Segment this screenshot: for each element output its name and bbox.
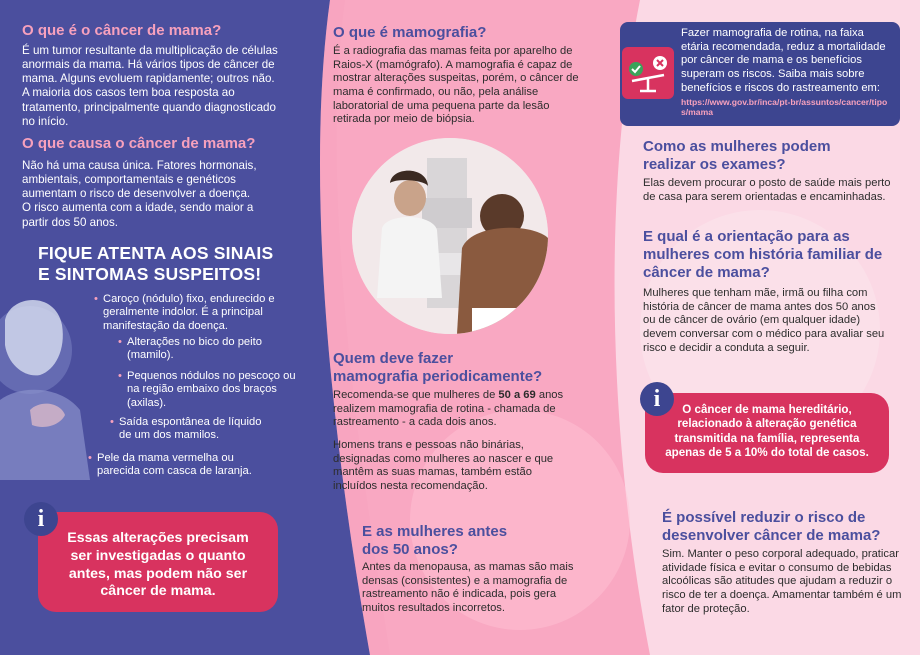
inca-link[interactable]: https://www.gov.br/inca/pt-br/assuntos/cancer/tipos/mama bbox=[681, 97, 888, 118]
text-who-should bbox=[333, 389, 578, 430]
signs-title-line-1: FIQUE ATENTA AOS SINAIS bbox=[38, 243, 274, 263]
heading-who-should-line-2: mamografia periodicamente? bbox=[333, 368, 543, 385]
info-icon: i bbox=[24, 502, 58, 536]
text-how-exams: Elas devem procurar o posto de saúde mais perto de casa para serem orientadas e encaminhadas. bbox=[643, 177, 891, 203]
text-who-should-part-1: Recomenda-se que mulheres de bbox=[333, 389, 499, 401]
info-box-text: Fazer mamografia de rotina, na faixa etária recomendada, reduz a mortalidade por câncer de mama e os benefícios superam os riscos. Saiba mais sobre benefícios e riscos do rastreamento em: bbox=[681, 27, 886, 94]
sign-item-5: • Pele da mama vermelha ou parecida com casca de laranja. bbox=[88, 452, 263, 479]
heading-reduce-risk: É possível reduzir o risco de desenvolver câncer de mama? bbox=[662, 509, 881, 544]
text-what-is-mammography: É a radiografia das mamas feita por aparelho de Raios-X (mamógrafo). A mamografia é capaz de mostrar alterações suspeitas, porém, o câncer de mama é confirmado, ou não, pela análise laboratorial de uma pequena parte da lesão retirada por meio de biópsia. bbox=[333, 45, 579, 126]
heading-what-is-mammography: O que é mamografia? bbox=[333, 24, 487, 41]
heading-who-should bbox=[333, 350, 542, 386]
text-what-is-breast-cancer: É um tumor resultante da multiplicação de células anormais da mama. Há vários tipos de câncer de mama. Alguns evoluem rapidamente; outros não. A maioria dos casos tem boa resposta ao tratamento, principalmente quando diagnosticado no início. bbox=[22, 44, 278, 128]
callout-hereditary: O câncer de mama hereditário, relacionado à alteração genética transmitida na família, representa apenas de 5 a 10% do total de casos. bbox=[645, 393, 889, 473]
heading-before-50 bbox=[362, 523, 507, 559]
check-icon bbox=[629, 62, 643, 76]
text-family-history: Mulheres que tenham mãe, irmã ou filha com história de câncer de mama antes dos 50 anos ou de câncer de ovário (em qualquer idade) devem conversar com o médico para avaliar seu risco e decidir a conduta a seguir. bbox=[643, 287, 885, 354]
text-before-50: Antes da menopausa, as mamas são mais densas (consistentes) e a mamografia de rastreamento não é indicada, pois gera muitos resultados incorretos. bbox=[362, 561, 574, 614]
signs-title-line-2: E SINTOMAS SUSPEITOS! bbox=[38, 264, 262, 284]
sign-item-4: • Saída espontânea de líquido de um dos mamilos. bbox=[110, 416, 270, 443]
mammography-scene-illustration bbox=[352, 138, 548, 334]
heading-before-50-line-1: E as mulheres antes bbox=[362, 523, 508, 540]
heading-how-exams: Como as mulheres podem realizar os exames? bbox=[643, 138, 831, 173]
text-causes: Não há uma causa única. Fatores hormonais, ambientais, comportamentais e genéticos aumentam o risco de desenvolver a doença. O risco aumenta com a idade, sendo maior a partir dos 50 anos. bbox=[22, 159, 257, 229]
heading-who-should-line-1: Quem deve fazer bbox=[333, 350, 454, 367]
text-reduce-risk: Sim. Manter o peso corporal adequado, praticar atividade física e evitar o consumo de bebidas alcoólicas são atitudes que ajudam a reduzir o risco de ter a doença. Amamentar também é um fator de proteção. bbox=[662, 548, 902, 615]
callout-investigate: Essas alterações precisam ser investigadas o quanto antes, mas podem não ser câncer de mama. bbox=[38, 512, 278, 612]
scale-icon bbox=[622, 47, 674, 99]
heading-before-50-line-2: dos 50 anos? bbox=[362, 541, 458, 558]
heading-causes: O que causa o câncer de mama? bbox=[22, 135, 256, 152]
text-trans-nonbinary: Homens trans e pessoas não binárias, designadas como mulheres ao nascer e que mantêm as suas mamas, também estão incluídos nesta recomendação. bbox=[333, 439, 554, 492]
text-who-should-part-2: anos realizem mamografia de rotina - chamada de rastreamento - a cada dois anos. bbox=[333, 389, 564, 429]
sign-item-2: • Alterações no bico do peito (mamilo). bbox=[118, 336, 288, 363]
signs-title bbox=[38, 243, 273, 285]
sign-item-1: • Caroço (nódulo) fixo, endurecido e geralmente indolor. É a principal manifestação da doença. bbox=[94, 293, 309, 333]
mammography-photo bbox=[352, 138, 548, 334]
info-icon: i bbox=[640, 382, 674, 416]
scale-icon-drawing bbox=[622, 47, 674, 99]
sign-item-3: • Pequenos nódulos no pescoço ou na região embaixo dos braços (axilas). bbox=[118, 370, 298, 410]
heading-what-is-breast-cancer: O que é o câncer de mama? bbox=[22, 22, 222, 39]
age-range: 50 a 69 bbox=[498, 389, 536, 401]
heading-family-history: E qual é a orientação para as mulheres com história familiar de câncer de mama? bbox=[643, 228, 883, 281]
